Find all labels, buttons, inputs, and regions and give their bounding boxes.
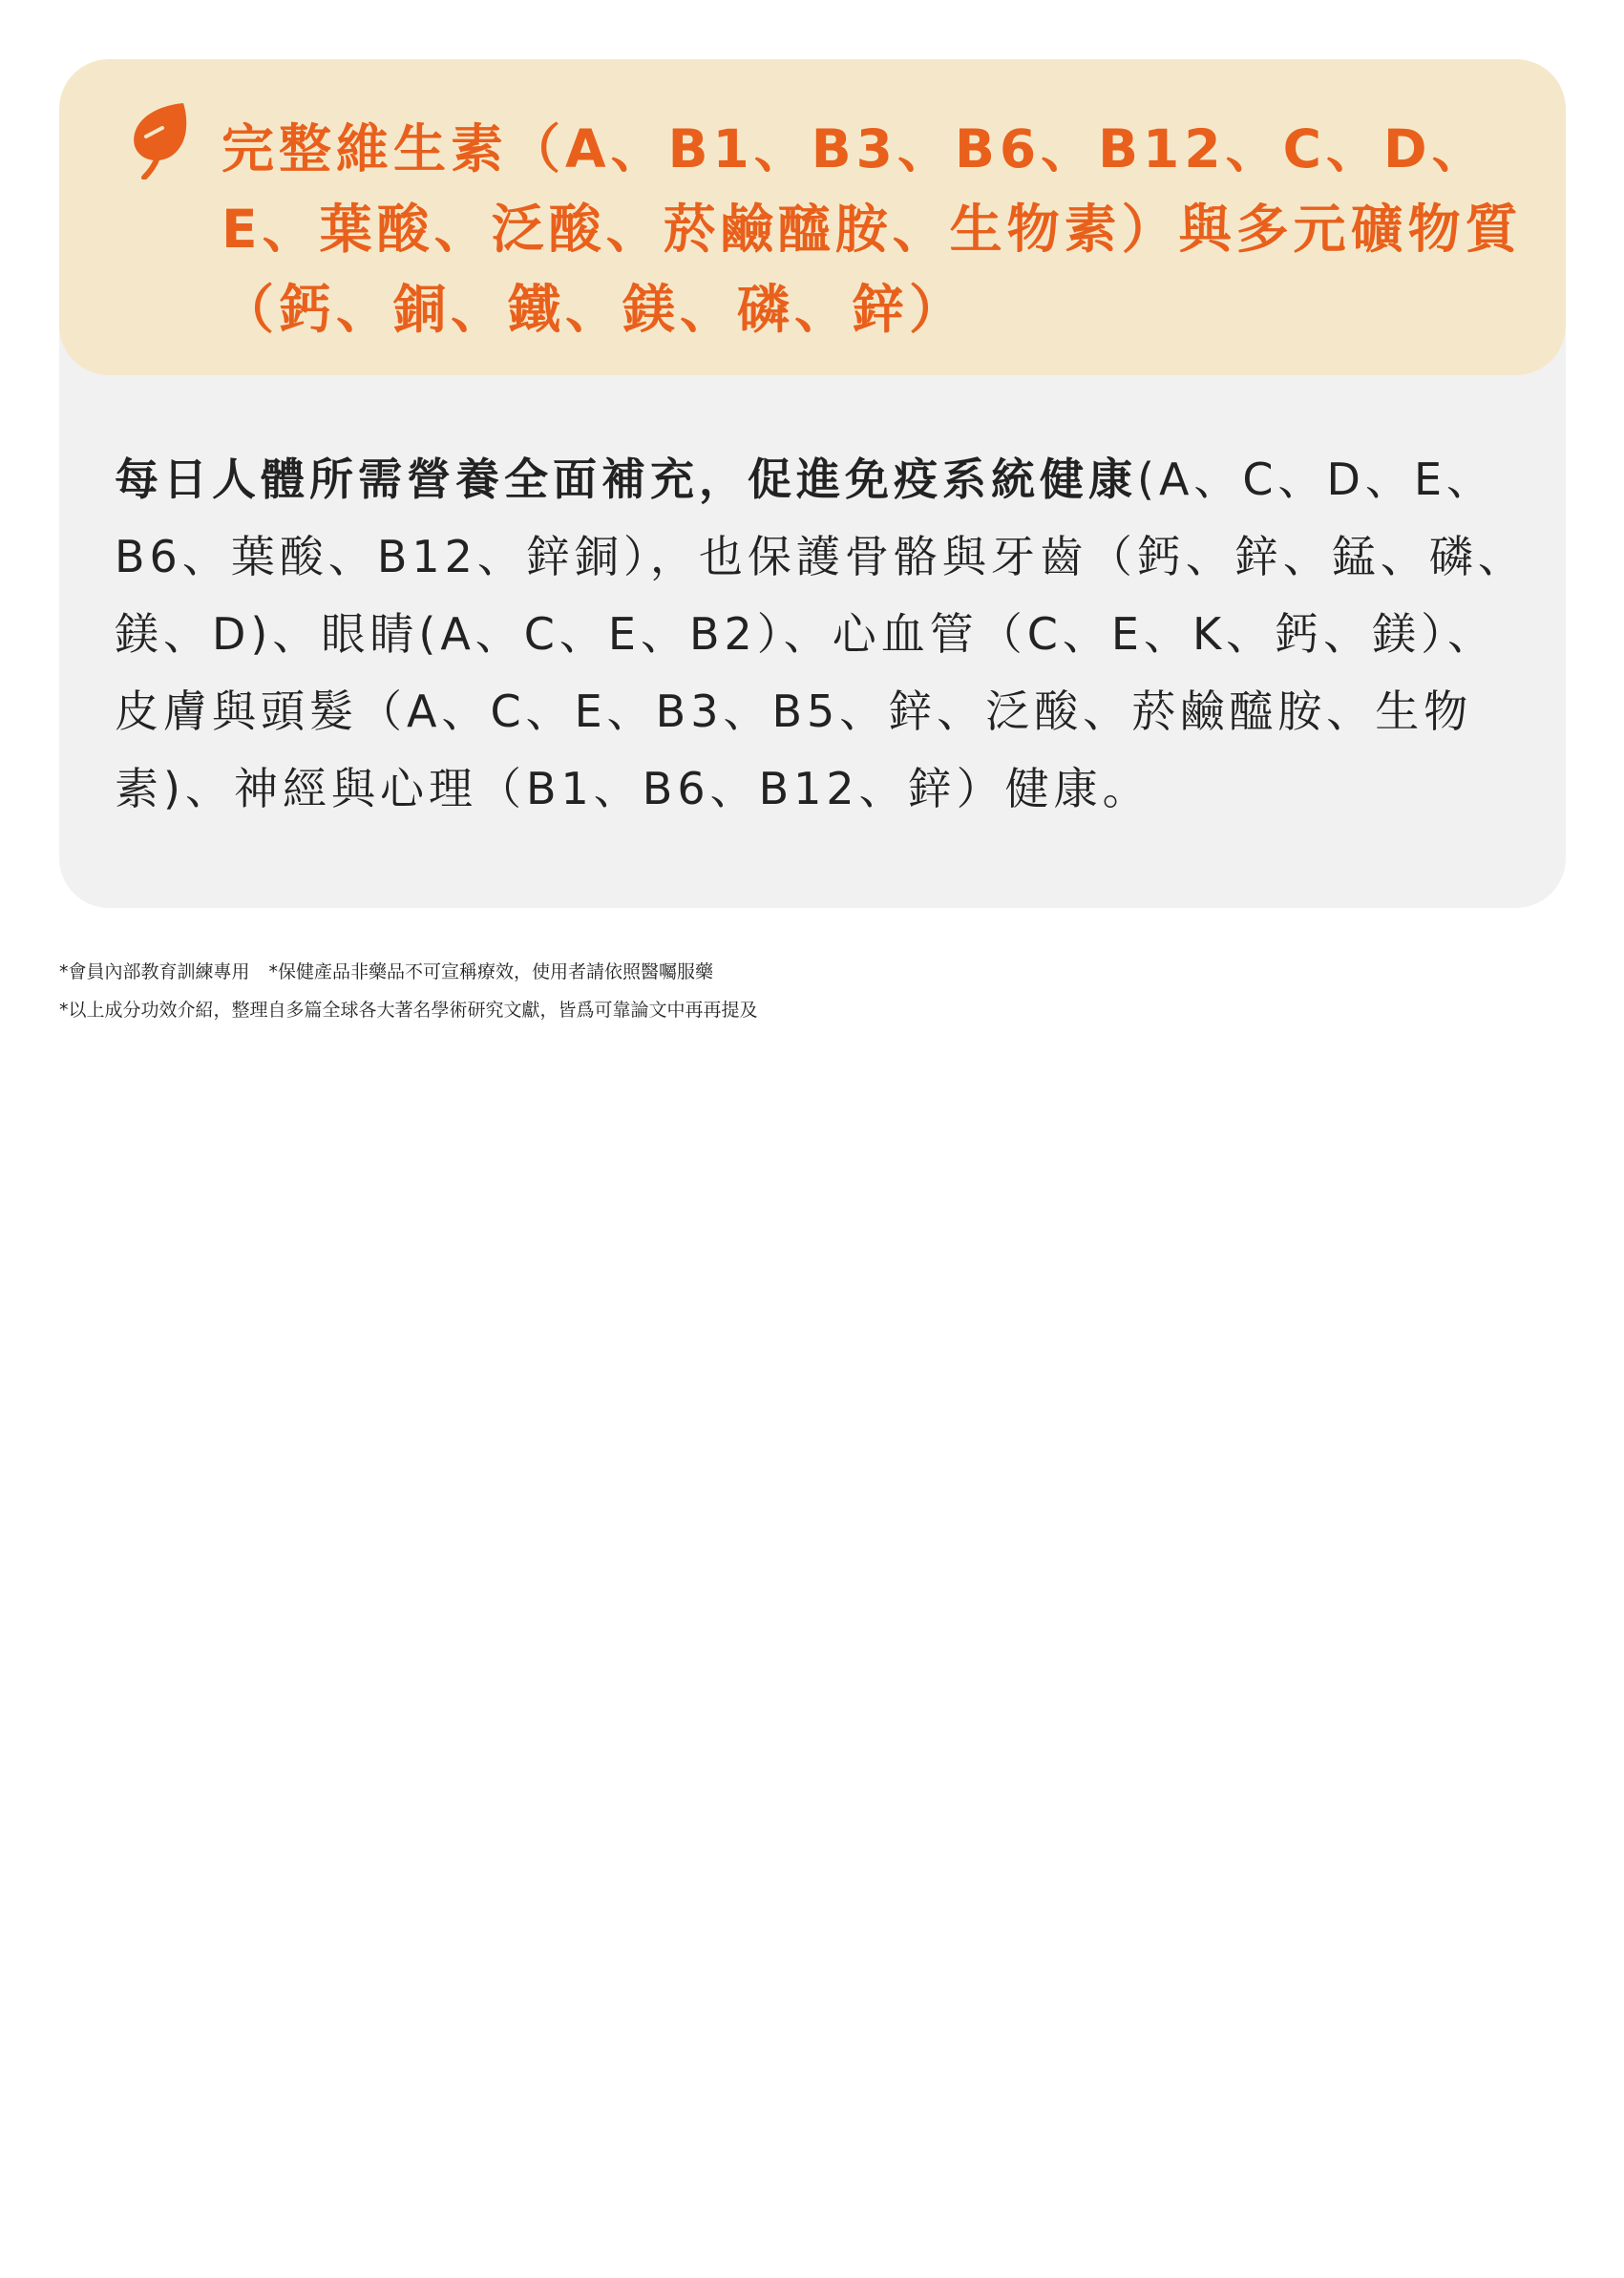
footnote-line-1 bbox=[59, 953, 1549, 991]
leaf-icon bbox=[126, 99, 195, 179]
card-description-lead: 每日人體所需營養全面補充，促進免疫系統健康 bbox=[115, 453, 1137, 505]
card-header bbox=[59, 59, 1566, 375]
card-description-text: (A、C、D、E、B6、葉酸、B12、鋅銅），也保護骨骼與牙齒（鈣、鋅、錳、磷、鎂、D)、眼睛(A、C、E、B2）、心血管（C、E、K、鈣、鎂）、皮膚與頭髮（A、C、E、B3、B5、鋅、泛酸、菸鹼醯胺、生物素)、神經與心理（B1、B6、B12、鋅）健康。 bbox=[115, 453, 1527, 814]
card-title: 完整維生素（A、B1、B3、B6、B12、C、D、E、葉酸、泛酸、菸鹼醯胺、生物素）與多元礦物質（鈣、銅、鐵、鎂、磷、鋅） bbox=[221, 118, 1523, 340]
footnotes bbox=[59, 953, 1549, 1029]
footnote-sources: *以上成分功效介紹，整理自多篇全球各大著名學術研究文獻，皆爲可靠論文中再再提及 bbox=[59, 1000, 758, 1021]
footnote-internal-use: *會員內部教育訓練專用 bbox=[59, 961, 250, 982]
card-description bbox=[115, 441, 1532, 828]
nutrition-card bbox=[59, 59, 1566, 908]
footnote-not-medicine: *保健產品非藥品不可宣稱療效，使用者請依照醫囑服藥 bbox=[268, 961, 714, 982]
